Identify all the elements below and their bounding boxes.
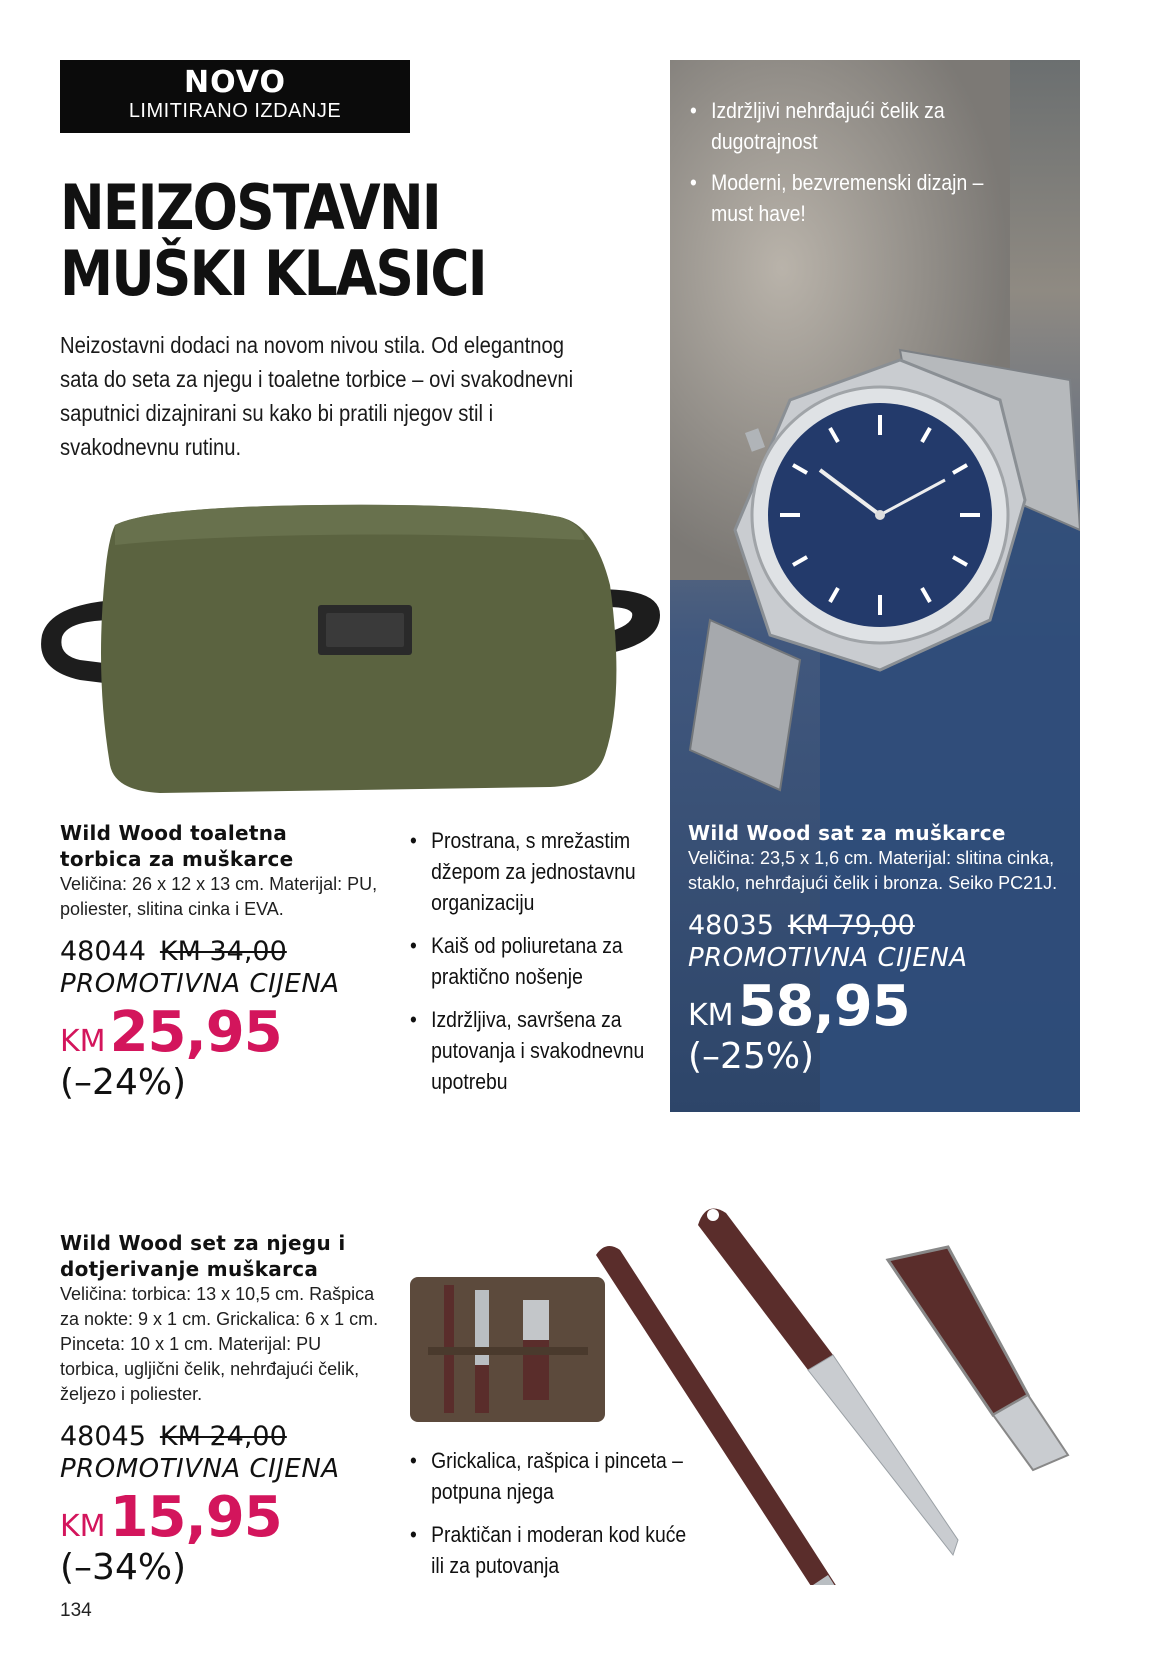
bag-currency: KM (60, 1024, 106, 1059)
kit-product-info (60, 1230, 440, 1589)
kit-name-line1: Wild Wood set za njegu i (60, 1231, 346, 1255)
kit-name-line2: dotjerivanje muškarca (60, 1257, 319, 1281)
toiletry-bag-image (20, 495, 660, 805)
headline-line2: MUŠKI KLASICI (60, 237, 486, 310)
badge-title: NOVO (184, 65, 286, 100)
watch-name: Wild Wood sat za muškarce (688, 821, 1006, 845)
kit-feature-list (410, 1445, 692, 1593)
bag-feature: • Izdržljiva, savršena za putovanja i svakodnevnu upotrebu (410, 1004, 656, 1097)
kit-currency: KM (60, 1509, 106, 1544)
bag-code: 48044 (60, 936, 146, 967)
headline-line1: NEIZOSTAVNI (60, 171, 440, 244)
bag-discount: (–24%) (60, 1062, 187, 1103)
bag-feature: • Prostrana, s mrežastim džepom za jednostavnu organizaciju (410, 825, 656, 918)
bag-price-value: 25,95 (109, 1000, 282, 1065)
watch-promo-label: PROMOTIVNA CIJENA (688, 943, 968, 973)
bag-old-price: KM 34,00 (159, 936, 287, 967)
kit-description: Veličina: torbica: 13 x 10,5 cm. Rašpica za nokte: 9 x 1 cm. Grickalica: 6 x 1 cm. Pinceta: 10 x 1 cm. Materijal: PU torbica, ugljični čelik, nehrđajući čelik, željezo i poliester. (60, 1284, 379, 1404)
bag-promo-label: PROMOTIVNA CIJENA (60, 969, 340, 999)
kit-code: 48045 (60, 1421, 146, 1452)
watch-code: 48035 (688, 910, 774, 941)
watch-feature: • Izdržljivi nehrđajući čelik za dugotrajnost (690, 95, 1024, 157)
intro-text: Neizostavni dodaci na novom nivou stila. Od elegantnog sata do seta za njegu i toaletne torbice – ovi svakodnevni saputnici dizajnirani su kako bi pratili njegov stil i svakodnevnu rutinu. (60, 332, 574, 460)
bag-feature-list (410, 825, 656, 1109)
watch-product-info (688, 820, 1078, 1078)
watch-feature: • Moderni, bezvremenski dizajn – must have! (690, 167, 1024, 229)
watch-old-price: KM 79,00 (787, 910, 915, 941)
bag-name-line2: torbica za muškarce (60, 847, 294, 871)
kit-old-price: KM 24,00 (159, 1421, 287, 1452)
kit-feature: • Praktičan i moderan kod kuće ili za putovanja (410, 1519, 692, 1581)
bag-description: Veličina: 26 x 12 x 13 cm. Materijal: PU, poliester, slitina cinka i EVA. (60, 874, 378, 919)
kit-price-value: 15,95 (109, 1485, 282, 1550)
kit-feature: • Grickalica, rašpica i pinceta – potpuna njega (410, 1445, 692, 1507)
watch-price-value: 58,95 (737, 974, 910, 1039)
page-number: 134 (60, 1600, 92, 1621)
bag-price (60, 1000, 400, 1065)
kit-price (60, 1485, 440, 1550)
watch-price (688, 974, 1078, 1039)
novo-badge (60, 60, 410, 133)
watch-description: Veličina: 23,5 x 1,6 cm. Materijal: slitina cinka, staklo, nehrđajući čelik i bronza. Seiko PC21J. (688, 848, 1058, 893)
bag-name-line1: Wild Wood toaletna (60, 821, 288, 845)
badge-subtitle: LIMITIRANO IZDANJE (128, 100, 342, 122)
watch-feature-list (690, 95, 1024, 239)
kit-discount: (–34%) (60, 1547, 187, 1588)
watch-discount: (–25%) (688, 1036, 815, 1077)
bag-product-info (60, 820, 400, 1104)
watch-currency: KM (688, 998, 734, 1033)
bag-feature: • Kaiš od poliuretana za praktično nošenje (410, 930, 656, 992)
page-headline (60, 171, 542, 310)
kit-promo-label: PROMOTIVNA CIJENA (60, 1454, 340, 1484)
